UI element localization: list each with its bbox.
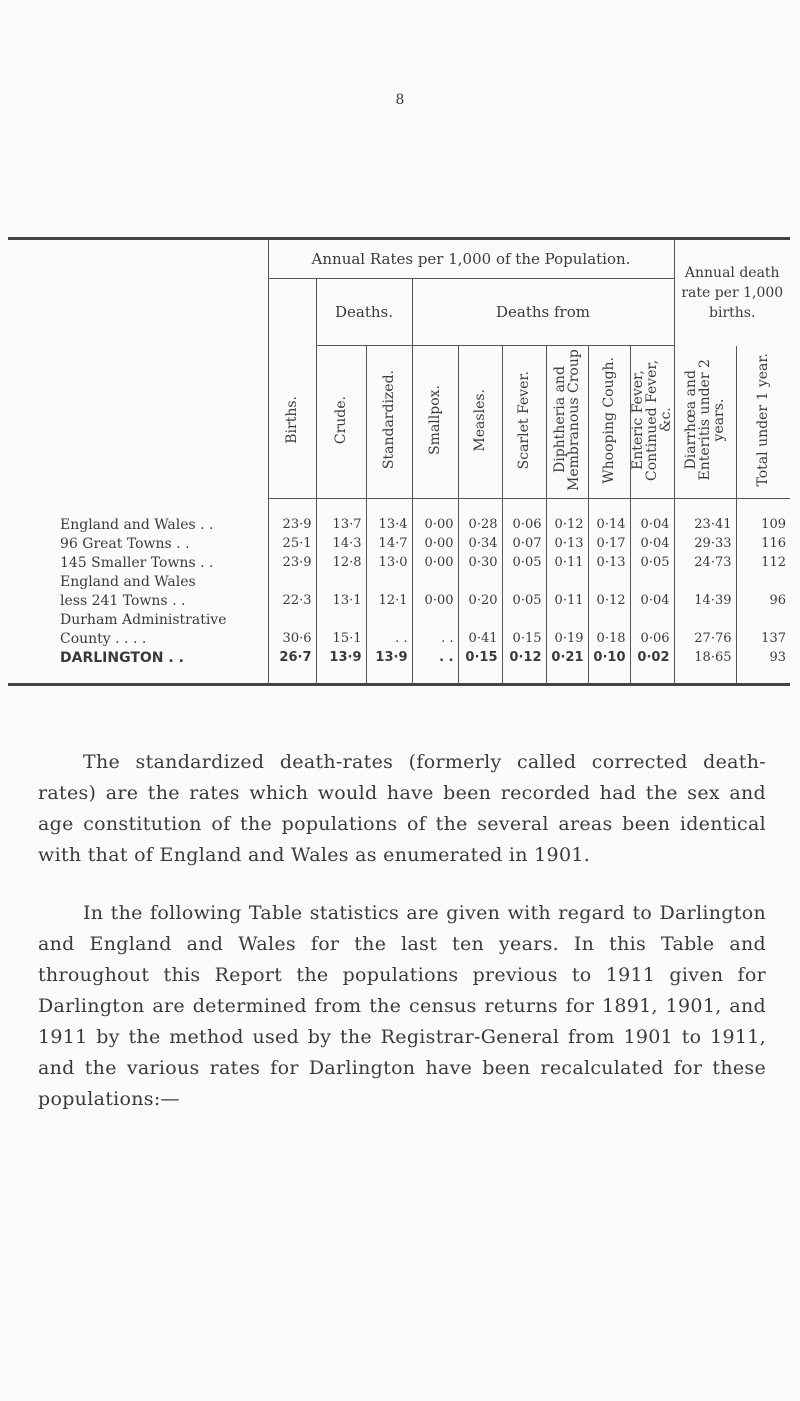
table-cell: 15·1 [316, 629, 366, 648]
table-cell: 0·00 [412, 515, 458, 534]
table-cell: 0·28 [458, 515, 502, 534]
table-cell: 12·1 [366, 591, 412, 610]
table-cell: 96 [736, 591, 790, 610]
col-total-under-1: Total under 1 year. [736, 346, 790, 499]
table-cell: 0·12 [588, 591, 630, 610]
col-crude: Crude. [316, 346, 366, 499]
table-cell: 109 [736, 515, 790, 534]
table-row-label-line [8, 610, 790, 629]
table-cell: 0·12 [546, 515, 588, 534]
table-row [8, 534, 790, 553]
table-row [8, 515, 790, 534]
table-cell: 0·05 [630, 553, 674, 572]
table-cell: 0·15 [502, 629, 546, 648]
annual-death-rate-header: Annual death rate per 1,000 births. [674, 239, 790, 346]
table-cell: 93 [736, 648, 790, 667]
col-diphtheria: Diphtheria and Membranous Croup [546, 346, 588, 499]
row-label: 145 Smaller Towns . . [60, 554, 214, 571]
table-cell: 116 [736, 534, 790, 553]
table-cell: 13·4 [366, 515, 412, 534]
table-cell: 0·30 [458, 553, 502, 572]
table-cell: 27·76 [674, 629, 736, 648]
col-measles: Measles. [458, 346, 502, 499]
col-standardized: Standardized. [366, 346, 412, 499]
table-cell: 24·73 [674, 553, 736, 572]
table-title: Annual Rates per 1,000 of the Population. [268, 239, 674, 279]
table-cell: 0·14 [588, 515, 630, 534]
table-cell: 0·10 [588, 648, 630, 667]
col-scarlet-fever: Scarlet Fever. [502, 346, 546, 499]
table-cell: 0·04 [630, 591, 674, 610]
table-cell: 23·9 [268, 553, 316, 572]
table-cell: 13·7 [316, 515, 366, 534]
row-label: DARLINGTON . . [60, 649, 184, 666]
table-row-label-line [8, 572, 790, 591]
table-cell: 30·6 [268, 629, 316, 648]
table-cell: . . [366, 629, 412, 648]
table-cell: 0·13 [546, 534, 588, 553]
table-cell: 26·7 [268, 648, 316, 667]
table-cell: . . [412, 648, 458, 667]
table-cell: 0·00 [412, 591, 458, 610]
table-cell: 13·9 [316, 648, 366, 667]
row-sublabel: less 241 Towns . . [60, 592, 186, 609]
table-cell: 0·41 [458, 629, 502, 648]
table-cell: 0·05 [502, 591, 546, 610]
table-cell: 0·00 [412, 534, 458, 553]
deaths-group-header: Deaths. [316, 279, 412, 346]
row-label: Durham Administrative [60, 611, 227, 628]
col-diarrhoea: Diarrhœa and Enteritis under 2 years. [674, 346, 736, 499]
table-cell: 0·15 [458, 648, 502, 667]
table-cell: 0·04 [630, 534, 674, 553]
table-cell: 0·02 [630, 648, 674, 667]
row-label: 96 Great Towns . . [60, 535, 190, 552]
table-row [8, 648, 790, 667]
table-cell: . . [412, 629, 458, 648]
row-label: England and Wales . . [60, 516, 214, 533]
table-cell: 12·8 [316, 553, 366, 572]
row-label: England and Wales [60, 573, 196, 590]
statistics-table [8, 237, 790, 707]
table-cell: 0·18 [588, 629, 630, 648]
table-cell: 0·06 [502, 515, 546, 534]
page-number: 8 [395, 92, 405, 108]
table-cell: 0·05 [502, 553, 546, 572]
col-births: Births. [268, 346, 316, 499]
table-cell: 0·13 [588, 553, 630, 572]
col-smallpox: Smallpox. [412, 346, 458, 499]
table-cell: 0·11 [546, 553, 588, 572]
table-cell: 14·7 [366, 534, 412, 553]
table-cell: 13·0 [366, 553, 412, 572]
table-cell: 0·11 [546, 591, 588, 610]
col-whooping-cough: Whooping Cough. [588, 346, 630, 499]
paragraph-standardized-rates: The standardized death-rates (formerly called corrected death-rates) are the rates which would have been recorded had the sex and age constitution of the populations of the several areas been identical with that of England and Wales as enumerated in 1901. [38, 751, 766, 866]
table-row [8, 591, 790, 610]
paragraph-following-table: In the following Table statistics are given with regard to Darlington and England and Wales for the last ten years. In this Table and throughout this Report the populations previous to 1911 given for Darlington are determined from the census returns for 1891, 1901, and 1911 by the method used by the Registrar-General from 1901 to 1911, and the various rates for Darlington have been recalculated for these populations:— [38, 902, 766, 1110]
table-cell: 137 [736, 629, 790, 648]
table-cell: 0·21 [546, 648, 588, 667]
table-cell: 14·39 [674, 591, 736, 610]
births-spacer [268, 279, 316, 346]
table-cell: 14·3 [316, 534, 366, 553]
table-row [8, 629, 790, 648]
row-label-header [8, 239, 268, 499]
table-cell: 23·9 [268, 515, 316, 534]
table-cell: 13·1 [316, 591, 366, 610]
table-cell: 22·3 [268, 591, 316, 610]
table-cell: 0·34 [458, 534, 502, 553]
table-cell: 18·65 [674, 648, 736, 667]
table-cell: 0·12 [502, 648, 546, 667]
table-cell: 0·00 [412, 553, 458, 572]
row-sublabel: County . . . . [60, 630, 147, 647]
table-cell: 13·9 [366, 648, 412, 667]
table-cell: 0·06 [630, 629, 674, 648]
table-cell: 25·1 [268, 534, 316, 553]
table-cell: 112 [736, 553, 790, 572]
table-cell: 0·19 [546, 629, 588, 648]
table-cell: 29·33 [674, 534, 736, 553]
table-cell: 0·04 [630, 515, 674, 534]
table-cell: 0·20 [458, 591, 502, 610]
deaths-from-group-header: Deaths from [412, 279, 674, 346]
table-cell: 0·07 [502, 534, 546, 553]
table-cell: 23·41 [674, 515, 736, 534]
table-row [8, 553, 790, 572]
col-enteric-fever: Enteric Fever, Continued Fever, &c. [630, 346, 674, 499]
table-cell: 0·17 [588, 534, 630, 553]
